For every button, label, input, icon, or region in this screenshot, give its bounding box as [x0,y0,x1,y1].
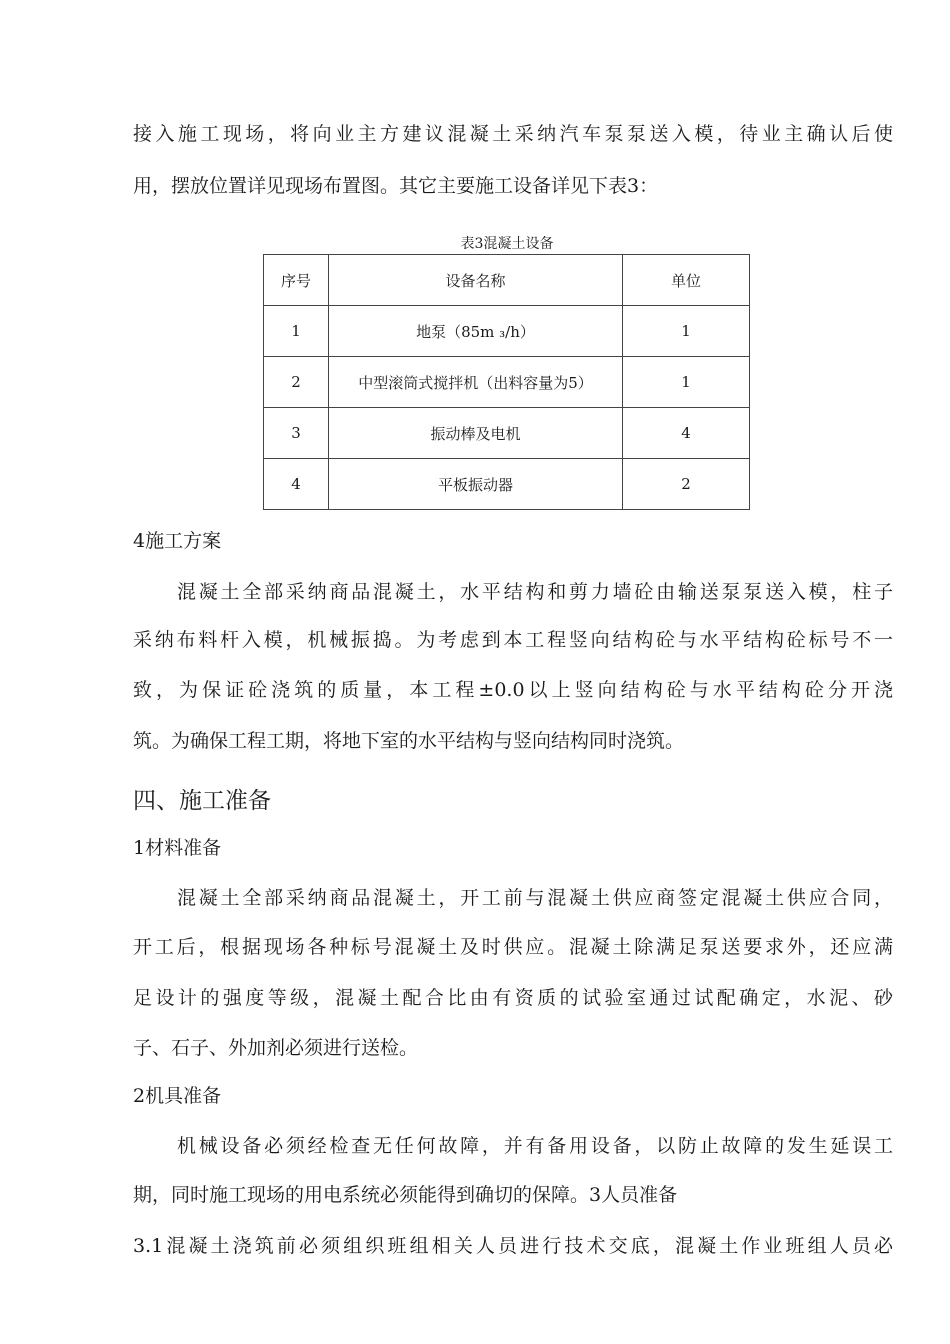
row-index: 3 [264,408,329,459]
section-4-line-2: 采纳布料杆入模，机械振捣。为考虑到本工程竖向结构砼与水平结构砼标号不一 [133,629,893,651]
intro-line-2: 用，摆放位置详见现场布置图。其它主要施工设备详见下表3： [133,175,659,197]
equipment-table [263,254,750,510]
machinery-title: 2机具准备 [133,1085,222,1107]
header-index: 序号 [264,255,329,306]
row-equipment-name: 中型滚筒式搅拌机（出料容量为5） [329,357,623,408]
table-row [264,357,750,408]
row-unit: 2 [623,459,750,510]
table-header-row [264,255,750,306]
section-4-line-3: 致，为保证砼浇筑的质量，本工程±0.0以上竖向结构砼与水平结构砼分开浇 [133,679,893,701]
row-equipment-name: 地泵（85m ₃/h） [329,306,623,357]
row-equipment-name: 平板振动器 [329,459,623,510]
row-index: 4 [264,459,329,510]
table-row [264,459,750,510]
table-row [264,306,750,357]
row-unit: 1 [623,306,750,357]
materials-line-2: 开工后，根据现场各种标号混凝土及时供应。混凝土除满足泵送要求外，还应满 [133,936,893,958]
table-caption: 表3混凝土设备 [460,236,554,252]
materials-title: 1材料准备 [133,837,222,859]
row-index: 2 [264,357,329,408]
materials-line-1: 混凝土全部采纳商品混凝土，开工前与混凝土供应商签定混凝土供应合同， [177,887,893,909]
header-equipment-name: 设备名称 [329,255,623,306]
header-unit: 单位 [623,255,750,306]
machinery-line-1: 机械设备必须经检查无任何故障，并有备用设备，以防止故障的发生延误工 [177,1135,893,1157]
row-unit: 1 [623,357,750,408]
chapter-title: 四、施工准备 [133,788,271,814]
section-4-title: 4施工方案 [133,530,222,552]
personnel-line-1: 3.1混凝土浇筑前必须组织班组相关人员进行技术交底，混凝土作业班组人员必 [133,1235,893,1257]
section-4-line-1: 混凝土全部采纳商品混凝土，水平结构和剪力墙砼由输送泵泵送入模，柱子 [177,581,893,603]
table-row [264,408,750,459]
materials-line-4: 子、石子、外加剂必须进行送检。 [133,1037,419,1059]
section-4-line-4: 筑。为确保工程工期，将地下室的水平结构与竖向结构同时浇筑。 [133,730,685,752]
materials-line-3: 足设计的强度等级，混凝土配合比由有资质的试验室通过试配确定，水泥、砂 [133,987,893,1009]
intro-line-1: 接入施工现场，将向业主方建议混凝土采纳汽车泵泵送入模，待业主确认后使 [133,123,893,145]
row-equipment-name: 振动棒及电机 [329,408,623,459]
row-unit: 4 [623,408,750,459]
row-index: 1 [264,306,329,357]
machinery-line-2: 期，同时施工现场的用电系统必须能得到确切的保障。3人员准备 [133,1184,678,1206]
